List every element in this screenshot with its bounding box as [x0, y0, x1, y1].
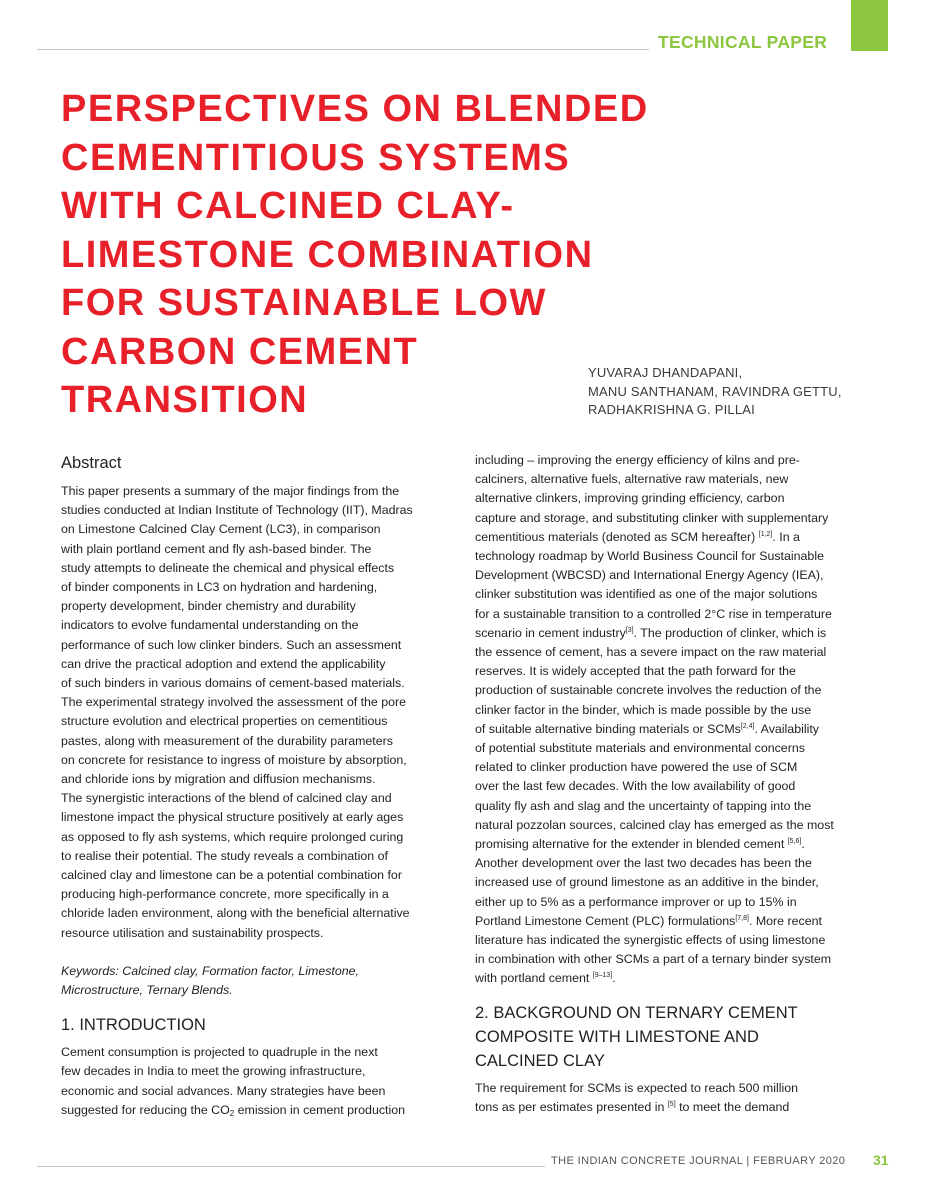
subscript: 2 — [229, 1108, 235, 1118]
keywords — [61, 962, 456, 1000]
body-text: . The production of clinker, which is — [633, 625, 827, 640]
author-line: YUVARAJ DHANDAPANI, — [588, 365, 743, 380]
body-line: clinker substitution was identified as one of the major solutions — [475, 587, 818, 602]
keywords-line: Keywords: Calcined clay, Formation factor, Limestone, — [61, 963, 359, 978]
body-line — [475, 1098, 880, 1117]
body-text: . In a — [772, 529, 800, 544]
abstract-line: to realise their potential. The study reveals a combination of — [61, 848, 388, 863]
abstract-line: producing high-performance concrete, more specifically in a — [61, 887, 389, 902]
abstract-body — [61, 482, 456, 943]
abstract-line: of such binders in various domains of cement-based materials. — [61, 676, 405, 691]
introduction-body — [61, 1043, 456, 1120]
heading-line: CALCINED CLAY — [475, 1051, 605, 1070]
body-text: emission in cement production — [234, 1102, 406, 1117]
body-line: increased use of ground limestone as an additive in the binder, — [475, 875, 819, 890]
spacer — [61, 1000, 456, 1013]
abstract-line: The experimental strategy involved the assessment of the pore — [61, 695, 407, 710]
title-line: CARBON CEMENT — [61, 330, 419, 373]
author-line: MANU SANTHANAM, RAVINDRA GETTU, — [588, 383, 842, 399]
body-line: reserves. It is widely accepted that the path forward for the — [475, 664, 796, 679]
body-line: few decades in India to meet the growing infrastructure, — [61, 1064, 366, 1079]
abstract-line: and chloride ions by migration and diffusion mechanisms. — [61, 772, 376, 787]
citation-ref: [2,4] — [740, 722, 755, 730]
body-line: Development (WBCSD) and International Energy Agency (IEA), — [475, 568, 824, 583]
title-line: LIMESTONE COMBINATION — [61, 233, 594, 276]
header-accent-tab — [851, 0, 888, 51]
title-line: FOR SUSTAINABLE LOW — [61, 282, 547, 324]
body-line: technology roadmap by World Business Council for Sustainable — [475, 549, 824, 564]
title-line: WITH CALCINED CLAY- — [61, 185, 515, 227]
body-line: literature has indicated the synergistic effects of using limestone — [475, 933, 826, 948]
journal-footer: THE INDIAN CONCRETE JOURNAL | FEBRUARY 2020 — [551, 1155, 846, 1167]
citation-ref: [5] — [667, 1100, 676, 1108]
body-line: of potential substitute materials and environmental concerns — [475, 741, 805, 756]
section-label: TECHNICAL PAPER — [658, 32, 828, 52]
abstract-line: study attempts to delineate the chemical and physical effects — [61, 560, 395, 575]
citation-ref: [5,6] — [787, 838, 802, 846]
abstract-line: indicators to evolve fundamental understanding on the — [61, 618, 359, 633]
body-line — [475, 720, 880, 739]
abstract-line: on Limestone Calcined Clay Cement (LC3), in comparison — [61, 522, 381, 537]
body-line: over the last few decades. With the low availability of good — [475, 779, 796, 794]
citation-ref: [3] — [625, 626, 634, 634]
footer-rule — [37, 1166, 545, 1167]
abstract-line: structure evolution and electrical properties on cementitious — [61, 714, 388, 729]
body-line — [61, 1101, 456, 1120]
heading-line: COMPOSITE WITH LIMESTONE AND — [475, 1027, 759, 1046]
heading-line: 2. BACKGROUND ON TERNARY CEMENT — [475, 1003, 798, 1022]
abstract-heading: Abstract — [61, 454, 122, 472]
body-text: to meet the demand — [675, 1099, 790, 1114]
body-text: promising alternative for the extender in blended cement — [475, 837, 785, 852]
body-line: capture and storage, and substituting clinker with supplementary — [475, 510, 829, 525]
body-text: . — [801, 837, 805, 852]
body-line: natural pozzolan sources, calcined clay has emerged as the most — [475, 817, 834, 832]
left-column — [61, 452, 456, 1120]
abstract-line: chloride laden environment, along with the beneficial alternative — [61, 906, 410, 921]
spacer — [61, 943, 456, 962]
abstract-line: calcined clay and limestone can be a potential combination for — [61, 868, 402, 883]
abstract-line: This paper presents a summary of the major findings from the — [61, 484, 400, 498]
body-line: the essence of cement, has a severe impact on the raw material — [475, 645, 827, 660]
title-line: CEMENTITIOUS SYSTEMS — [61, 136, 571, 179]
body-line: clinker factor in the binder, which is made possible by the use — [475, 702, 812, 717]
body-line: economic and social advances. Many strategies have been — [61, 1083, 386, 1098]
body-line: in combination with other SCMs a part of a ternary binder system — [475, 952, 832, 967]
citation-ref: [9–13] — [592, 972, 613, 980]
abstract-line: The synergistic interactions of the blend of calcined clay and — [61, 791, 392, 806]
body-line: quality fly ash and slag and the uncertainty of tapping into the — [475, 798, 812, 813]
abstract-line: as opposed to fly ash systems, which require prolonged curing — [61, 829, 404, 844]
abstract-line: studies conducted at Indian Institute of Technology (IIT), Madras — [61, 503, 413, 518]
body-line: related to clinker production have powered the use of SCM — [475, 760, 798, 775]
body-line: either up to 5% as a performance improver or up to 15% in — [475, 894, 797, 909]
body-text: tons as per estimates presented in — [475, 1099, 665, 1114]
keywords-line: Microstructure, Ternary Blends. — [61, 983, 233, 998]
body-text: of suitable alternative binding materials or SCMs — [475, 721, 741, 736]
abstract-line: pastes, along with measurement of the durability parameters — [61, 733, 393, 748]
body-line — [475, 835, 880, 854]
abstract-line: can drive the practical adoption and extend the applicability — [61, 656, 386, 671]
abstract-line: performance of such low clinker binders. Such an assessment — [61, 637, 402, 652]
body-text: with portland cement — [475, 971, 590, 986]
page-number: 31 — [873, 1152, 889, 1168]
abstract-line: on concrete for resistance to ingress of moisture by absorption, — [61, 752, 407, 767]
body-text: . — [612, 971, 616, 986]
body-line — [475, 528, 880, 547]
abstract-line: limestone impact the physical structure positively at early ages — [61, 810, 404, 825]
body-line: alternative clinkers, improving grinding efficiency, carbon — [475, 491, 785, 506]
body-line: production of sustainable concrete involves the reduction of the — [475, 683, 822, 698]
body-line: Another development over the last two decades has been the — [475, 856, 812, 871]
right-column — [475, 451, 880, 1117]
spacer — [475, 989, 880, 1001]
author-line: RADHAKRISHNA G. PILLAI — [588, 402, 755, 417]
body-line: including – improving the energy efficiency of kilns and pre- — [475, 453, 800, 467]
body-line: The requirement for SCMs is expected to reach 500 million — [475, 1080, 798, 1095]
abstract-line: resource utilisation and sustainability prospects. — [61, 925, 324, 940]
section-heading-introduction: 1. INTRODUCTION — [61, 1016, 206, 1035]
body-line — [475, 912, 880, 931]
header-rule — [37, 49, 649, 50]
abstract-line: property development, binder chemistry and durability — [61, 599, 356, 614]
section-heading-background — [475, 1001, 880, 1073]
title-line: TRANSITION — [61, 379, 309, 421]
body-text: scenario in cement industry — [475, 625, 626, 640]
body-line: for a sustainable transition to a controlled 2°C rise in temperature — [475, 606, 832, 621]
citation-ref: [7,8] — [735, 914, 749, 922]
body-line — [475, 624, 880, 643]
abstract-line: with plain portland cement and fly ash-based binder. The — [61, 541, 372, 556]
title-line: PERSPECTIVES ON BLENDED — [61, 88, 649, 130]
body-line: calciners, alternative fuels, alternative raw materials, new — [475, 472, 789, 487]
body-text: . More recent — [748, 913, 822, 928]
body-line: Cement consumption is projected to quadruple in the next — [61, 1045, 378, 1060]
body-text: . Availability — [754, 721, 819, 736]
body-text: Portland Limestone Cement (PLC) formulations — [475, 913, 736, 928]
body-line — [475, 969, 880, 988]
body-text: suggested for reducing the CO — [61, 1102, 230, 1117]
author-list — [588, 364, 842, 420]
body-text: cementitious materials (denoted as SCM hereafter) — [475, 529, 756, 544]
citation-ref: [1,2] — [758, 530, 773, 538]
abstract-line: of binder components in LC3 on hydration and hardening, — [61, 580, 378, 595]
